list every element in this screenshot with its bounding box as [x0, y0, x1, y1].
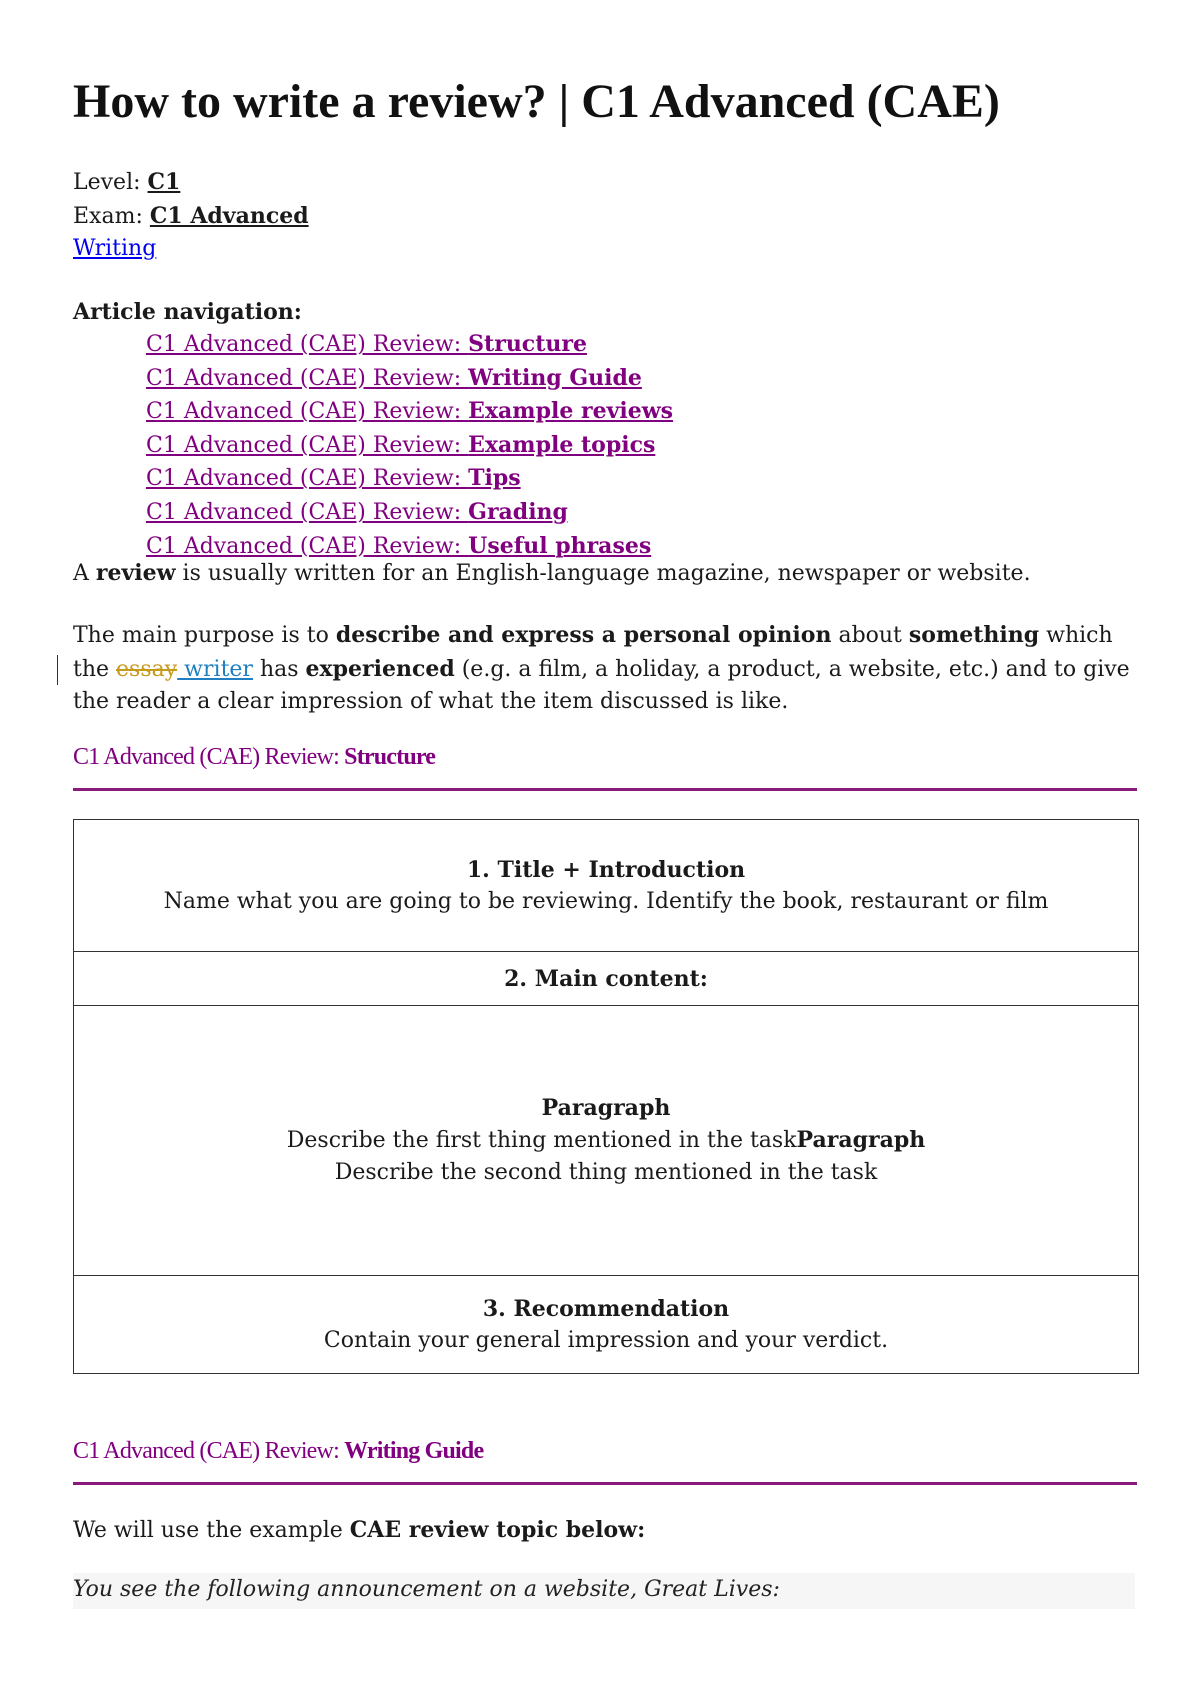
- purpose-paragraph: The main purpose is to describe and express a personal opinion about something which the essay writer has experienced (e.g. a film, a holiday, a product, a website, etc.) and to give the reader a clear impression of what the item discussed is like.: [73, 619, 1139, 719]
- nav-item: [146, 429, 673, 463]
- nav-item: [146, 496, 673, 530]
- table-row: [74, 820, 1139, 952]
- nav-link-tips[interactable]: C1 Advanced (CAE) Review: Tips: [146, 465, 521, 492]
- nav-link-example-reviews[interactable]: C1 Advanced (CAE) Review: Example reviews: [146, 398, 674, 425]
- category-row: [73, 233, 309, 266]
- text-cursor: [57, 655, 58, 685]
- section-heading-writing-guide: C1 Advanced (CAE) Review: Writing Guide: [73, 1438, 484, 1464]
- table-row: [74, 1276, 1139, 1374]
- section-divider: [73, 1482, 1137, 1485]
- exam-label: Exam:: [73, 203, 150, 229]
- nav-link-useful-phrases[interactable]: C1 Advanced (CAE) Review: Useful phrases: [146, 532, 652, 559]
- nav-item: [146, 395, 673, 429]
- section-divider: [73, 788, 1137, 791]
- article-meta: [73, 166, 309, 266]
- intro-paragraph: A review is usually written for an English-language magazine, newspaper or website.: [73, 560, 1031, 586]
- level-row: [73, 166, 309, 200]
- table-cell-main-content: 2. Main content:: [74, 952, 1139, 1006]
- article-navigation-title: Article navigation:: [73, 299, 302, 325]
- section-heading-structure: C1 Advanced (CAE) Review: Structure: [73, 744, 436, 770]
- table-cell-introduction: 1. Title + Introduction Name what you are going to be reviewing. Identify the book, restaurant or film: [74, 820, 1139, 952]
- exam-link[interactable]: C1 Advanced: [149, 202, 309, 229]
- guide-paragraph: We will use the example CAE review topic below:: [73, 1517, 646, 1543]
- nav-link-writing-guide[interactable]: C1 Advanced (CAE) Review: Writing Guide: [146, 364, 642, 391]
- nav-link-grading[interactable]: C1 Advanced (CAE) Review: Grading: [146, 498, 568, 525]
- structure-table: [73, 819, 1139, 1374]
- page-title: How to write a review? | C1 Advanced (CAE): [73, 75, 1000, 128]
- level-label: Level:: [73, 170, 148, 195]
- article-navigation: [146, 328, 673, 563]
- category-link-writing[interactable]: Writing: [73, 236, 157, 261]
- tracked-deletion[interactable]: essay: [116, 656, 178, 682]
- exam-row: [73, 200, 309, 234]
- task-prompt: You see the following announcement on a website, Great Lives:: [73, 1573, 1135, 1609]
- nav-item: [146, 462, 673, 496]
- nav-link-structure[interactable]: C1 Advanced (CAE) Review: Structure: [146, 331, 587, 357]
- nav-link-example-topics[interactable]: C1 Advanced (CAE) Review: Example topics: [146, 431, 656, 458]
- tracked-insertion[interactable]: writer: [177, 656, 253, 682]
- nav-item: [146, 362, 673, 396]
- table-row: [74, 1006, 1139, 1276]
- nav-item: [146, 328, 673, 362]
- table-row: [74, 952, 1139, 1006]
- level-link[interactable]: C1: [147, 169, 181, 195]
- table-cell-recommendation: 3. Recommendation Contain your general impression and your verdict.: [74, 1276, 1139, 1374]
- table-cell-paragraphs: Paragraph Describe the first thing mentioned in the taskParagraph Describe the second thing mentioned in the task: [74, 1006, 1139, 1276]
